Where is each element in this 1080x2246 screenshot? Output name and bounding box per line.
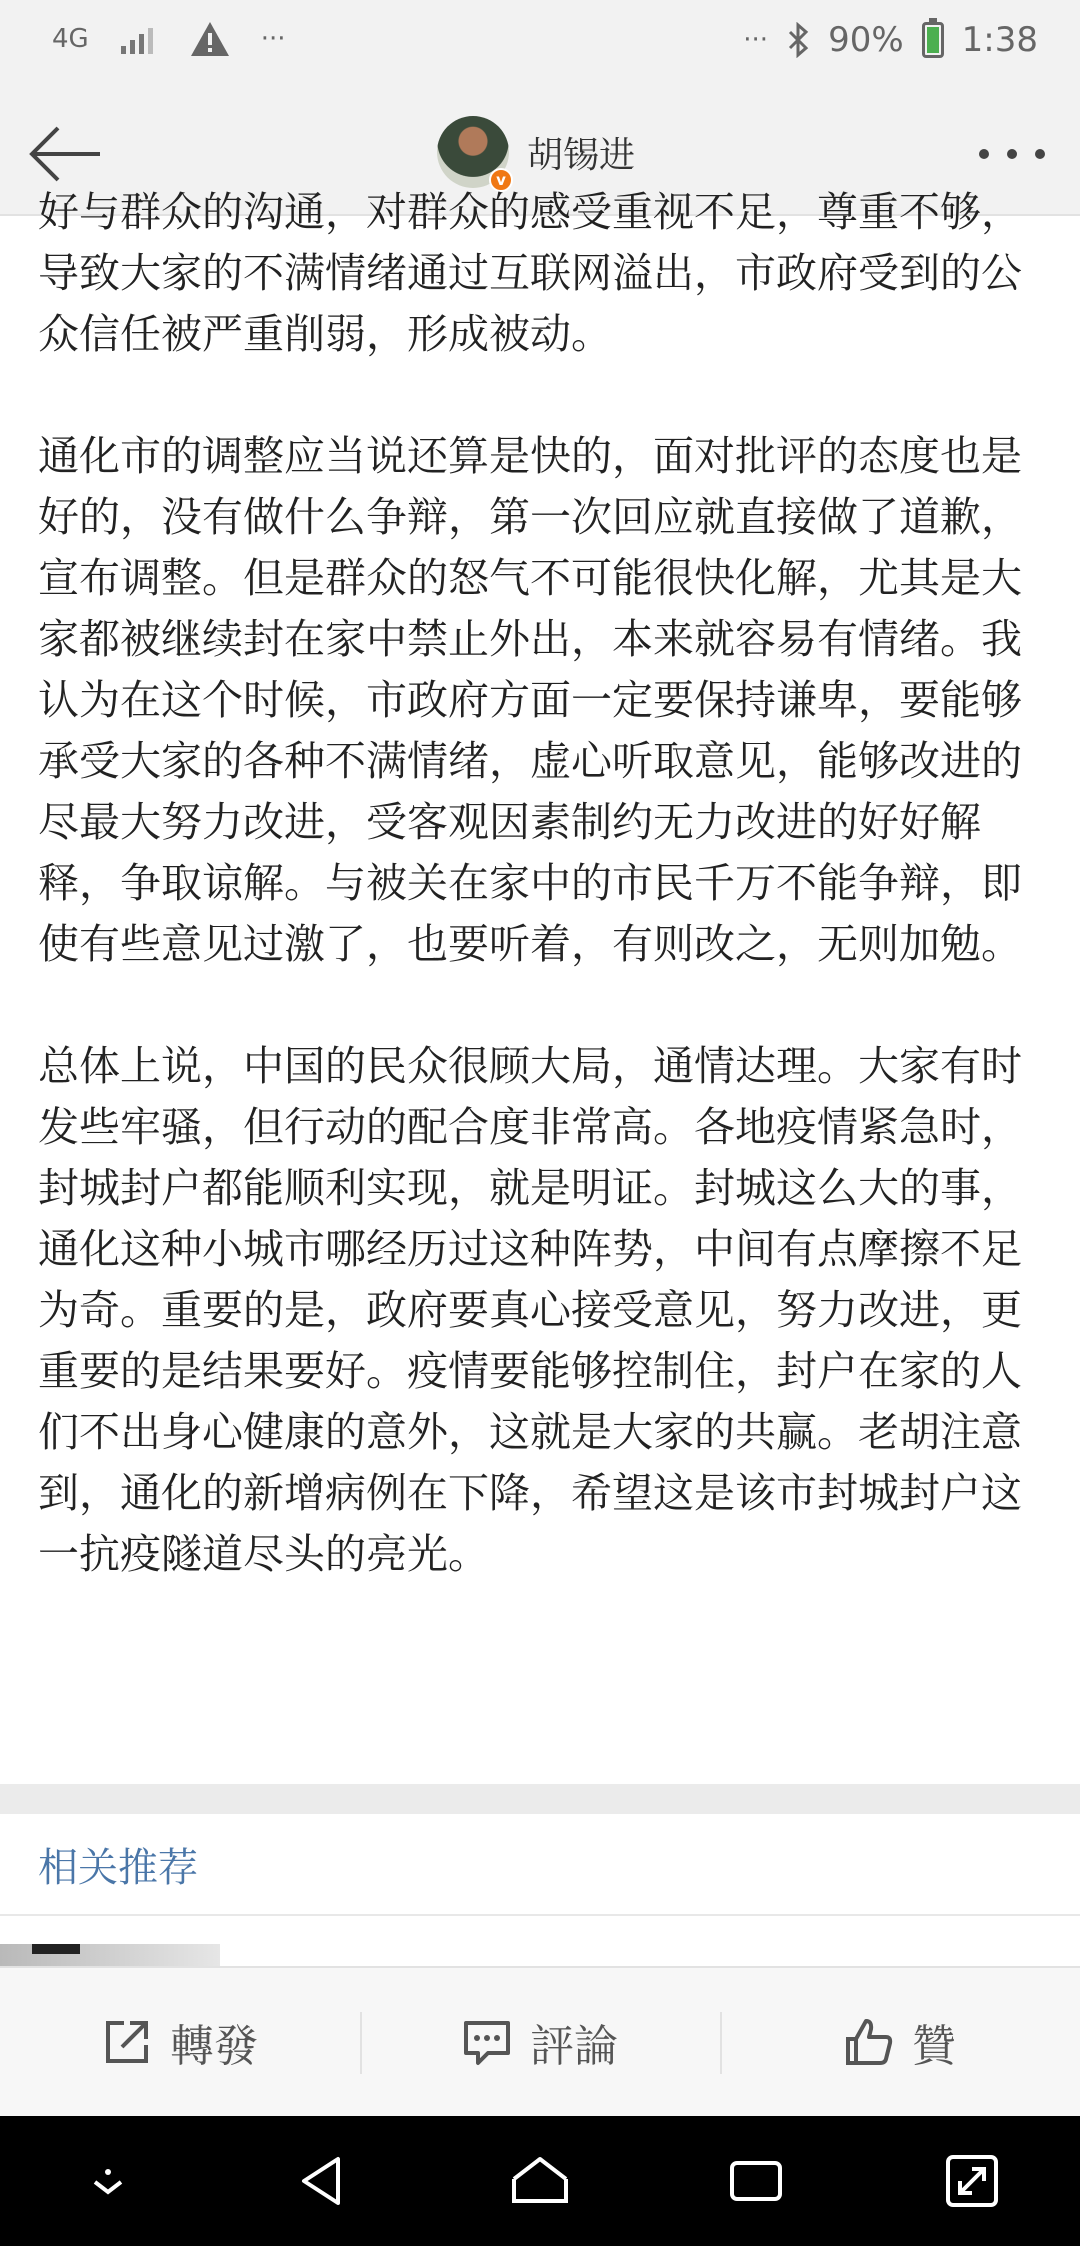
battery-percent: 90% bbox=[828, 20, 904, 60]
article-paragraph: 好与群众的沟通，对群众的感受重视不足，尊重不够，导致大家的不满情绪通过互联网溢出，市政府受到的公众信任被严重削弱，形成被动。 bbox=[38, 188, 1022, 358]
nav-home-button[interactable] bbox=[500, 2141, 580, 2221]
chevron-down-icon bbox=[83, 2156, 133, 2206]
like-label: 贊 bbox=[912, 2021, 956, 2072]
more-button[interactable] bbox=[972, 134, 1052, 174]
bluetooth-icon bbox=[786, 22, 810, 58]
comment-button[interactable] bbox=[360, 1968, 720, 2116]
avatar[interactable] bbox=[437, 116, 509, 188]
repost-button[interactable] bbox=[0, 1968, 360, 2116]
notification-more: ··· bbox=[260, 24, 286, 54]
like-button[interactable] bbox=[720, 1968, 1080, 2116]
nav-hide-button[interactable] bbox=[68, 2141, 148, 2221]
action-bar bbox=[0, 1966, 1080, 2116]
article-body bbox=[38, 182, 1048, 1585]
home-icon bbox=[508, 2151, 572, 2211]
more-dots-icon bbox=[972, 134, 1052, 174]
back-button[interactable] bbox=[24, 116, 108, 192]
back-arrow-icon bbox=[24, 116, 108, 192]
signal-icon bbox=[119, 24, 159, 54]
navigation-bar bbox=[0, 2116, 1080, 2246]
recents-icon bbox=[726, 2151, 786, 2211]
nav-expand-button[interactable] bbox=[932, 2141, 1012, 2221]
user-name[interactable]: 胡锡进 bbox=[527, 134, 636, 176]
network-indicator: 4G bbox=[52, 24, 89, 54]
section-divider bbox=[0, 1784, 1080, 1814]
nav-back-button[interactable] bbox=[284, 2141, 364, 2221]
related-title[interactable]: 相关推荐 bbox=[38, 1845, 198, 1891]
article-paragraph: 通化市的调整应当说还算是快的，面对批评的态度也是好的，没有做什么争辩，第一次回应就直接做了道歉，宣布调整。但是群众的怒气不可能很快化解，尤其是大家都被继续封在家中禁止外出，本来就容易有情绪。我认为在这个时候，市政府方面一定要保持谦卑，要能够承受大家的各种不满情绪，虚心听取意见，能够改进的尽最大努力改进，受客观因素制约无力改进的好好解释，争取谅解。与被关在家中的市民千万不能争辩，即使有些意见过激了，也要听着，有则改之，无则加勉。 bbox=[38, 432, 1022, 968]
related-section bbox=[0, 1814, 1080, 1916]
status-right bbox=[743, 20, 1038, 60]
warning-icon bbox=[189, 20, 231, 58]
status-more: ··· bbox=[743, 25, 769, 55]
nav-back-icon bbox=[294, 2151, 354, 2211]
comment-label: 評論 bbox=[530, 2021, 618, 2072]
related-thumbnail-detail bbox=[32, 1944, 80, 1954]
share-out-icon bbox=[102, 2017, 152, 2067]
expand-icon bbox=[942, 2151, 1002, 2211]
battery-icon bbox=[922, 22, 944, 58]
clock: 1:38 bbox=[961, 20, 1038, 60]
user-profile-link[interactable] bbox=[437, 116, 635, 188]
status-bar bbox=[0, 0, 1080, 92]
article-paragraph: 总体上说，中国的民众很顾大局，通情达理。大家有时发些牢骚，但行动的配合度非常高。各地疫情紧急时，封城封户都能顺利实现，就是明证。封城这么大的事，通化这种小城市哪经历过这种阵势，中间有点摩擦不足为奇。重要的是，政府要真心接受意见，努力改进，更重要的是结果要好。疫情要能够控制住，封户在家的人们不出身心健康的意外，这就是大家的共赢。老胡注意到，通化的新增病例在下降，希望这是该市封城封户这一抗疫隧道尽头的亮光。 bbox=[38, 1042, 1022, 1578]
status-left bbox=[52, 20, 286, 58]
comment-bubble-icon bbox=[462, 2017, 512, 2067]
repost-label: 轉發 bbox=[170, 2021, 258, 2072]
nav-recents-button[interactable] bbox=[716, 2141, 796, 2221]
verified-badge: v bbox=[489, 168, 513, 192]
thumbs-up-icon bbox=[844, 2017, 894, 2067]
